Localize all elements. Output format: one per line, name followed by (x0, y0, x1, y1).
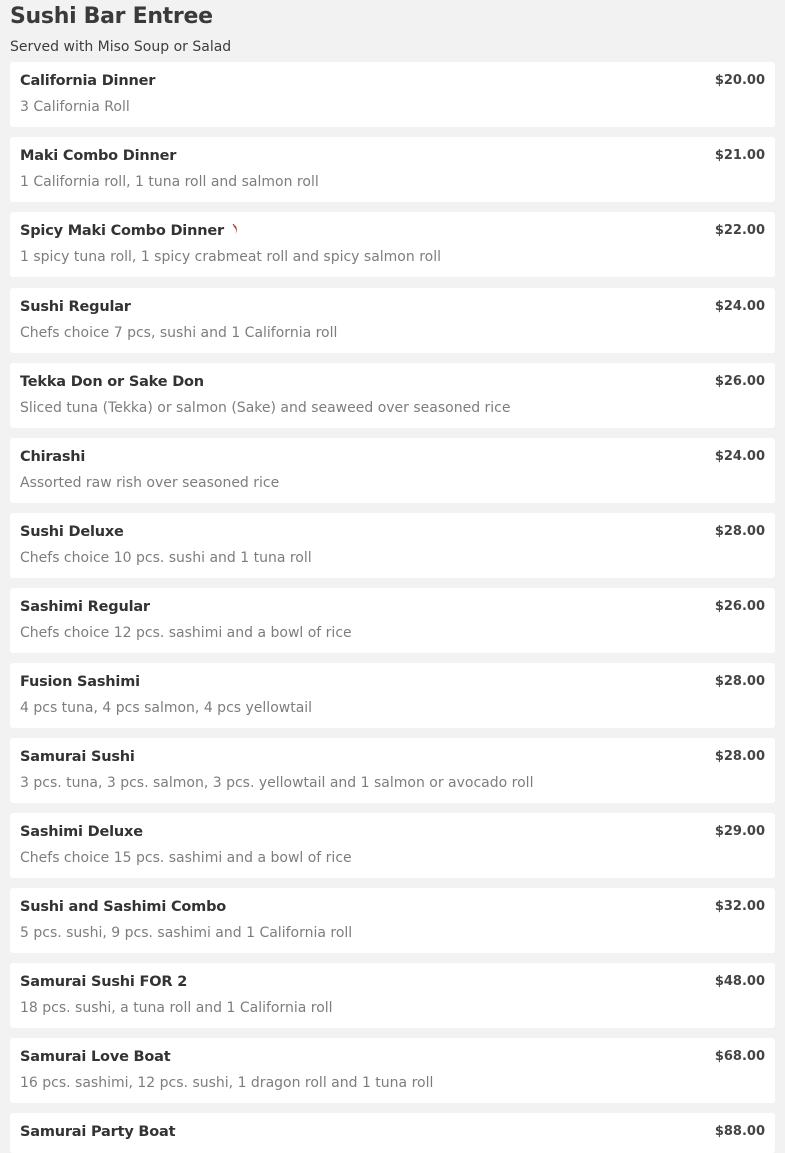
menu-item[interactable] (10, 738, 775, 803)
menu-item-name: Sashimi Regular (20, 599, 150, 615)
menu-item-name: Samurai Love Boat (20, 1049, 171, 1065)
menu-item-price: $28.00 (714, 524, 765, 539)
menu-item-price: $28.00 (714, 674, 765, 689)
menu-item[interactable] (10, 1038, 775, 1103)
menu-item-price: $26.00 (714, 599, 765, 614)
chili-pepper-icon (231, 224, 239, 236)
menu-item[interactable] (10, 513, 775, 578)
menu-item-description: 3 California Roll (20, 99, 130, 115)
menu-item-name: California Dinner (20, 73, 156, 89)
menu-item-price: $22.00 (714, 223, 765, 238)
section-subtitle: Served with Miso Soup or Salad (10, 39, 232, 55)
menu-item-description: Chefs choice 10 pcs. sushi and 1 tuna roll (20, 550, 312, 566)
menu-item-description: Assorted raw rish over seasoned rice (20, 475, 280, 491)
menu-item-price: $24.00 (714, 299, 765, 314)
menu-item-description: 3 pcs. tuna, 3 pcs. salmon, 3 pcs. yellowtail and 1 salmon or avocado roll (20, 775, 534, 791)
menu-item-name: Chirashi (20, 449, 86, 465)
menu-item-price: $88.00 (714, 1124, 765, 1139)
menu-item-name-row (20, 223, 239, 239)
menu-item[interactable] (10, 363, 775, 428)
menu-item-name: Spicy Maki Combo Dinner (20, 223, 224, 239)
menu-item-name: Tekka Don or Sake Don (20, 374, 204, 390)
menu-item[interactable] (10, 288, 775, 353)
menu-item[interactable] (10, 212, 775, 277)
menu-item-price: $24.00 (714, 449, 765, 464)
menu-item-description: Chefs choice 15 pcs. sashimi and a bowl of rice (20, 850, 352, 866)
menu-item[interactable] (10, 963, 775, 1028)
menu-item-name: Samurai Sushi FOR 2 (20, 974, 188, 990)
menu-item-description: Chefs choice 12 pcs. sashimi and a bowl of rice (20, 625, 352, 641)
menu-item-price: $28.00 (714, 749, 765, 764)
menu-item[interactable] (10, 62, 775, 127)
menu-item[interactable] (10, 1113, 775, 1153)
menu-item-description: 1 California roll, 1 tuna roll and salmon roll (20, 174, 319, 190)
section-title: Sushi Bar Entree (10, 4, 213, 29)
menu-item[interactable] (10, 588, 775, 653)
menu-item-description: 18 pcs. sushi, a tuna roll and 1 California roll (20, 1000, 333, 1016)
menu-item[interactable] (10, 438, 775, 503)
menu-item-name: Sushi Regular (20, 299, 131, 315)
menu-item-description: Sliced tuna (Tekka) or salmon (Sake) and seaweed over seasoned rice (20, 400, 511, 416)
menu-item-description: 4 pcs tuna, 4 pcs salmon, 4 pcs yellowtail (20, 700, 313, 716)
menu-item-name: Samurai Party Boat (20, 1124, 176, 1140)
menu-item-price: $32.00 (714, 899, 765, 914)
menu-item-price: $20.00 (714, 73, 765, 88)
menu-item-description: 5 pcs. sushi, 9 pcs. sashimi and 1 California roll (20, 925, 353, 941)
menu-item-price: $21.00 (714, 148, 765, 163)
menu-item-description: Chefs choice 7 pcs, sushi and 1 California roll (20, 325, 338, 341)
menu-item-description: 1 spicy tuna roll, 1 spicy crabmeat roll and spicy salmon roll (20, 249, 441, 265)
menu-item-name: Fusion Sashimi (20, 674, 140, 690)
menu-item[interactable] (10, 813, 775, 878)
menu-item-price: $48.00 (714, 974, 765, 989)
menu-item-name: Sushi and Sashimi Combo (20, 899, 227, 915)
menu-item-description: 16 pcs. sashimi, 12 pcs. sushi, 1 dragon roll and 1 tuna roll (20, 1075, 434, 1091)
menu-item-name: Maki Combo Dinner (20, 148, 177, 164)
menu-item[interactable] (10, 888, 775, 953)
menu-item-name: Sashimi Deluxe (20, 824, 143, 840)
menu-item-name: Sushi Deluxe (20, 524, 124, 540)
menu-item-price: $68.00 (714, 1049, 765, 1064)
menu-item-price: $26.00 (714, 374, 765, 389)
menu-item[interactable] (10, 137, 775, 202)
menu-item-price: $29.00 (714, 824, 765, 839)
menu-item[interactable] (10, 663, 775, 728)
menu-item-name: Samurai Sushi (20, 749, 135, 765)
